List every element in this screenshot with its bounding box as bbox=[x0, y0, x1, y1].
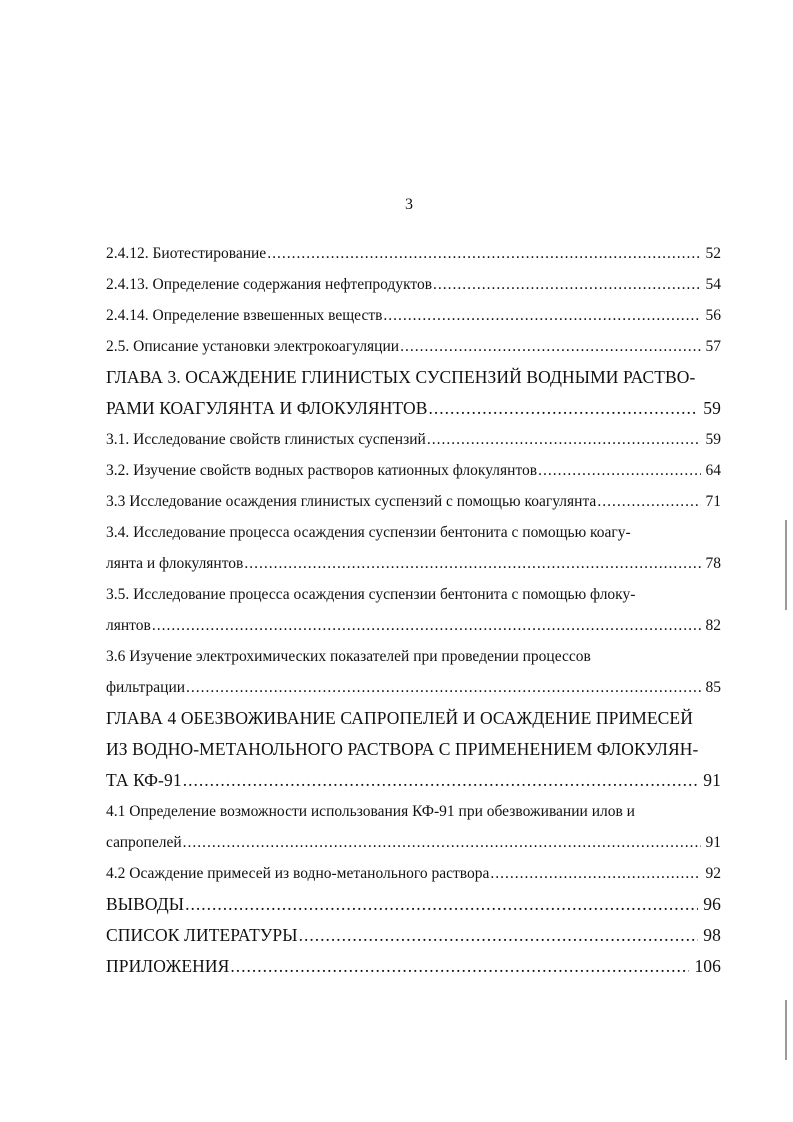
toc-leader-dots bbox=[267, 238, 700, 269]
toc-leader-dots bbox=[186, 672, 700, 703]
toc-entry-3-4 bbox=[106, 517, 721, 579]
toc-leader-dots bbox=[185, 889, 698, 920]
toc-entry-3-5 bbox=[106, 579, 721, 641]
toc-entry-references bbox=[106, 920, 721, 951]
toc-entry-3-2 bbox=[106, 455, 721, 486]
toc-entry-text: 3.1. Исследование свойств глинистых суспензий bbox=[106, 431, 426, 448]
toc-entry-text: 2.4.12. Биотестирование bbox=[106, 245, 267, 262]
toc-entry-2-4-13 bbox=[106, 269, 721, 300]
toc-entry-text: ТА КФ-91 bbox=[106, 770, 182, 790]
toc-leader-dots bbox=[183, 765, 699, 796]
toc-entry-text: ГЛАВА 3. ОСАЖДЕНИЕ ГЛИНИСТЫХ СУСПЕНЗИЙ ВОДНЫМИ РАСТВО- bbox=[106, 367, 696, 387]
toc-page-number: 59 bbox=[705, 431, 721, 448]
toc-entry-3-1 bbox=[106, 424, 721, 455]
toc-entry-text: 2.5. Описание установки электрокоагуляции bbox=[106, 338, 400, 355]
toc-leader-dots bbox=[152, 610, 701, 641]
toc-entry-ch3 bbox=[106, 362, 721, 424]
toc-entry-4-2 bbox=[106, 858, 721, 889]
toc-entry-text: ПРИЛОЖЕНИЯ bbox=[106, 956, 230, 976]
toc-entry-4-1 bbox=[106, 796, 721, 858]
toc-leader-dots bbox=[230, 951, 689, 982]
toc-leader-dots bbox=[490, 858, 700, 889]
toc-page-number: 56 bbox=[705, 307, 721, 324]
table-of-contents bbox=[106, 238, 721, 982]
toc-leader-dots bbox=[183, 827, 701, 858]
toc-page-number: 92 bbox=[705, 865, 721, 882]
toc-entry-text: ГЛАВА 4 ОБЕЗВОЖИВАНИЕ САПРОПЕЛЕЙ И ОСАЖДЕНИЕ ПРИМЕСЕЙ bbox=[106, 708, 693, 728]
toc-entry-text: РАМИ КОАГУЛЯНТА И ФЛОКУЛЯНТОВ bbox=[106, 398, 428, 418]
toc-page-number: 57 bbox=[705, 338, 721, 355]
toc-entry-text: ВЫВОДЫ bbox=[106, 894, 185, 914]
toc-leader-dots bbox=[597, 486, 700, 517]
toc-entry-text: лянтов bbox=[106, 617, 151, 634]
toc-entry-3-6 bbox=[106, 641, 721, 703]
toc-page-number: 52 bbox=[705, 245, 721, 262]
toc-page-number: 82 bbox=[705, 617, 721, 634]
toc-leader-dots bbox=[538, 455, 700, 486]
toc-entry-text: 3.4. Исследование процесса осаждения суспензии бентонита с помощью коагу- bbox=[106, 524, 631, 541]
toc-entry-text: ИЗ ВОДНО-МЕТАНОЛЬНОГО РАСТВОРА С ПРИМЕНЕНИЕМ ФЛОКУЛЯН- bbox=[106, 739, 699, 759]
toc-entry-conclusions bbox=[106, 889, 721, 920]
toc-entry-text: фильтрации bbox=[106, 679, 186, 696]
toc-page-number: 91 bbox=[703, 770, 721, 790]
toc-page-number: 59 bbox=[703, 398, 721, 418]
toc-page-number: 54 bbox=[705, 276, 721, 293]
toc-leader-dots bbox=[244, 548, 700, 579]
toc-entry-text: 2.4.13. Определение содержания нефтепродуктов bbox=[106, 276, 433, 293]
toc-page-number: 71 bbox=[705, 493, 721, 510]
toc-leader-dots bbox=[429, 393, 699, 424]
toc-entry-text: 4.2 Осаждение примесей из водно-метанольного раствора bbox=[106, 865, 490, 882]
scan-edge-mark bbox=[785, 520, 787, 610]
toc-leader-dots bbox=[427, 424, 701, 455]
toc-leader-dots bbox=[433, 269, 700, 300]
toc-entry-2-4-12 bbox=[106, 238, 721, 269]
toc-entry-text: 4.1 Определение возможности использования КФ-91 при обезвоживании илов и bbox=[106, 803, 635, 820]
toc-entry-2-4-14 bbox=[106, 300, 721, 331]
toc-leader-dots bbox=[383, 300, 700, 331]
toc-page-number: 98 bbox=[703, 925, 721, 945]
toc-entry-text: 3.3 Исследование осаждения глинистых суспензий с помощью коагулянта bbox=[106, 493, 597, 510]
toc-page-number: 106 bbox=[694, 956, 721, 976]
toc-page-number: 85 bbox=[705, 679, 721, 696]
toc-entry-text: 3.2. Изучение свойств водных растворов катионных флокулянтов bbox=[106, 462, 538, 479]
scan-edge-mark bbox=[785, 1000, 787, 1060]
toc-entry-text: сапропелей bbox=[106, 834, 182, 851]
toc-page-number: 78 bbox=[705, 555, 721, 572]
toc-page-number: 96 bbox=[703, 894, 721, 914]
toc-entry-2-5 bbox=[106, 331, 721, 362]
toc-page-number: 64 bbox=[705, 462, 721, 479]
toc-entry-text: СПИСОК ЛИТЕРАТУРЫ bbox=[106, 925, 298, 945]
toc-page-number: 91 bbox=[705, 834, 721, 851]
toc-entry-ch4 bbox=[106, 703, 721, 796]
toc-entry-text: 3.5. Исследование процесса осаждения суспензии бентонита с помощью флоку- bbox=[106, 586, 636, 603]
page-number: 3 bbox=[405, 196, 413, 213]
toc-entry-text: лянта и флокулянтов bbox=[106, 555, 244, 572]
toc-entry-text: 3.6 Изучение электрохимических показателей при проведении процессов bbox=[106, 648, 591, 665]
toc-leader-dots bbox=[299, 920, 699, 951]
toc-entry-appendices bbox=[106, 951, 721, 982]
toc-entry-text: 2.4.14. Определение взвешенных веществ bbox=[106, 307, 383, 324]
toc-entry-3-3 bbox=[106, 486, 721, 517]
toc-leader-dots bbox=[400, 331, 700, 362]
